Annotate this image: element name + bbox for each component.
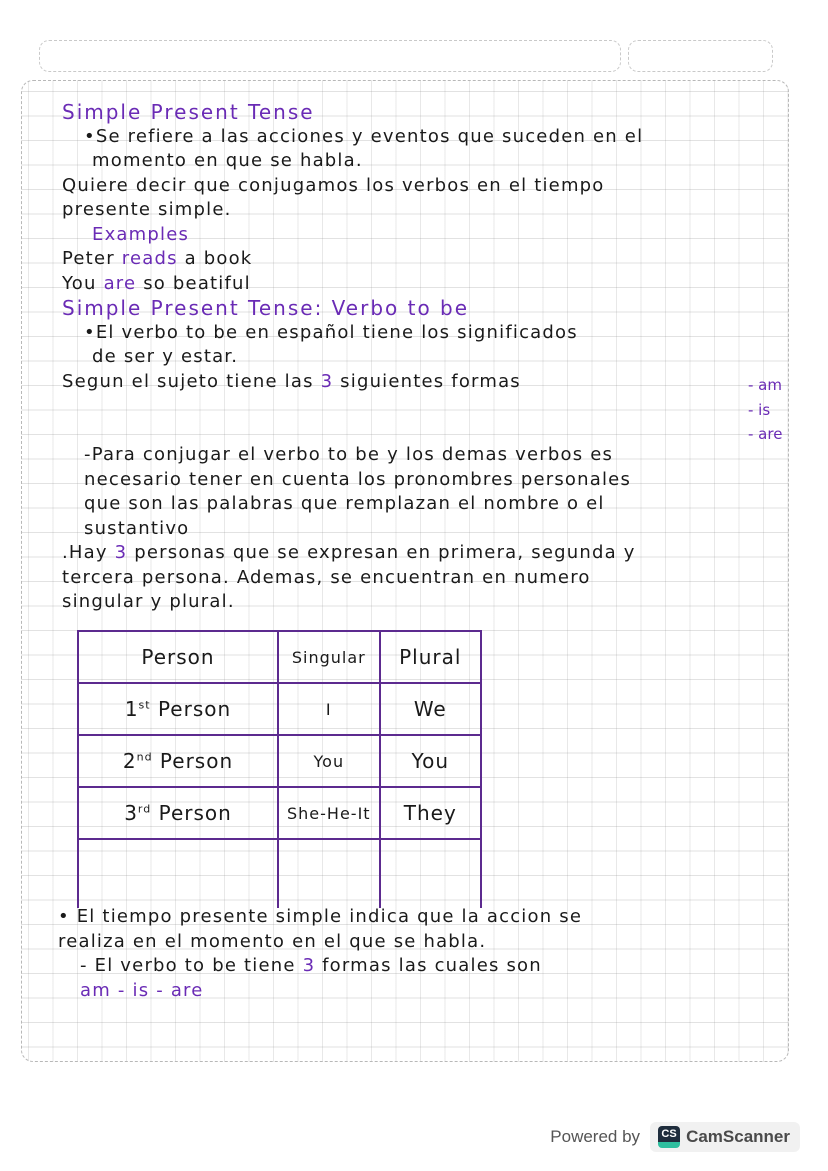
table-row [78, 683, 481, 735]
form-are: - are [748, 425, 783, 443]
ordinal: 3 [124, 801, 138, 825]
example-verb: are [103, 272, 137, 294]
persons-count: 3 [114, 542, 128, 563]
persons-note-text-end: personas que se expresan en primera, segunda y [127, 542, 636, 563]
form-is: - is [748, 400, 771, 419]
plural-cell: You [380, 735, 481, 787]
person-cell [78, 735, 278, 787]
persons-note-line-1 [62, 541, 792, 566]
personal-pronouns-table [77, 630, 482, 908]
plural-cell: We [380, 683, 481, 735]
persons-note-text: .Hay [62, 542, 115, 563]
ordinal: 1 [124, 697, 139, 721]
empty-cell [278, 839, 380, 908]
to-be-definition-line-2: de ser y estar. [92, 346, 239, 367]
forms-count: 3 [320, 370, 334, 392]
spacer [62, 394, 792, 419]
forms-intro-text: Segun el sujeto tiene las [62, 370, 321, 392]
summary-forms-text: - El verbo to be tiene [80, 955, 303, 976]
notebook-header-field-date [628, 40, 773, 72]
person-label: Person [157, 697, 232, 721]
empty-cell [380, 839, 481, 908]
example-rest: a book [177, 248, 253, 269]
summary-forms-inline: am - is - are [80, 979, 204, 1001]
person-label: Person [159, 749, 234, 773]
persons-note-line-3: singular y plural. [62, 591, 235, 612]
camscanner-badge [650, 1122, 800, 1152]
notes-body [62, 100, 792, 615]
notebook-header-field-title [39, 40, 621, 72]
example-verb: reads [121, 248, 178, 269]
table-header-row [78, 631, 481, 683]
person-cell [78, 683, 278, 735]
table-row [78, 787, 481, 839]
empty-cell [78, 839, 278, 908]
camscanner-logo-icon: CS [658, 1126, 680, 1148]
singular-cell: I [278, 683, 380, 735]
header-plural: Plural [380, 631, 481, 683]
conjugation-note-line-2: necesario tener en cuenta los pronombres personales [84, 468, 632, 490]
example-rest: so beatiful [136, 272, 251, 294]
singular-cell: You [278, 735, 380, 787]
forms-intro-line [62, 370, 792, 395]
summary-forms-line [58, 954, 798, 979]
example-sentence-1 [62, 247, 792, 272]
ordinal-suffix: st [138, 698, 151, 712]
example-sentence-2 [62, 272, 792, 297]
header-person: Person [78, 631, 278, 683]
ordinal-suffix: nd [136, 750, 153, 764]
example-subject: You [62, 272, 104, 294]
camscanner-watermark [550, 1122, 800, 1152]
form-am: - am [748, 376, 782, 394]
definition-line-1: •Se refiere a las acciones y eventos que suceden en el [84, 125, 644, 147]
ordinal-suffix: rd [137, 802, 152, 816]
examples-label: Examples [92, 223, 190, 245]
section-title-simple-present: Simple Present Tense [62, 100, 315, 124]
example-subject: Peter [62, 248, 122, 269]
summary-line-1: • El tiempo presente simple indica que la accion se [58, 906, 583, 927]
forms-intro-text-end: siguientes formas [333, 370, 521, 392]
summary-line-2: realiza en el momento en el que se habla. [58, 930, 487, 952]
plural-cell: They [380, 787, 481, 839]
section-title-verb-to-be: Simple Present Tense: Verbo to be [62, 296, 470, 320]
persons-note-line-2: tercera persona. Ademas, se encuentran en numero [62, 566, 591, 588]
camscanner-brand-name: CamScanner [686, 1127, 790, 1146]
summary-forms-count: 3 [302, 955, 316, 976]
header-singular: Singular [278, 631, 380, 683]
table-empty-row [78, 839, 481, 908]
conjugation-note-line-1: -Para conjugar el verbo to be y los demas verbos es [84, 444, 614, 465]
person-label: Person [158, 801, 232, 825]
powered-by-label: Powered by [550, 1127, 641, 1146]
conjugation-note-line-4: sustantivo [84, 517, 190, 539]
table-row [78, 735, 481, 787]
singular-cell: She-He-It [278, 787, 380, 839]
definition-line-2: momento en que se habla. [92, 150, 363, 171]
spacer [62, 419, 792, 444]
explanation-line-1: Quiere decir que conjugamos los verbos en el tiempo [62, 174, 605, 196]
explanation-line-2: presente simple. [62, 199, 232, 220]
summary-forms-text-end: formas las cuales son [315, 955, 542, 976]
ordinal: 2 [122, 749, 137, 773]
person-cell [78, 787, 278, 839]
to-be-forms-list [748, 373, 782, 447]
summary-notes [58, 905, 798, 1003]
conjugation-note-line-3: que son las palabras que remplazan el nombre o el [84, 493, 605, 514]
to-be-definition-line-1: •El verbo to be en español tiene los significados [84, 321, 578, 343]
